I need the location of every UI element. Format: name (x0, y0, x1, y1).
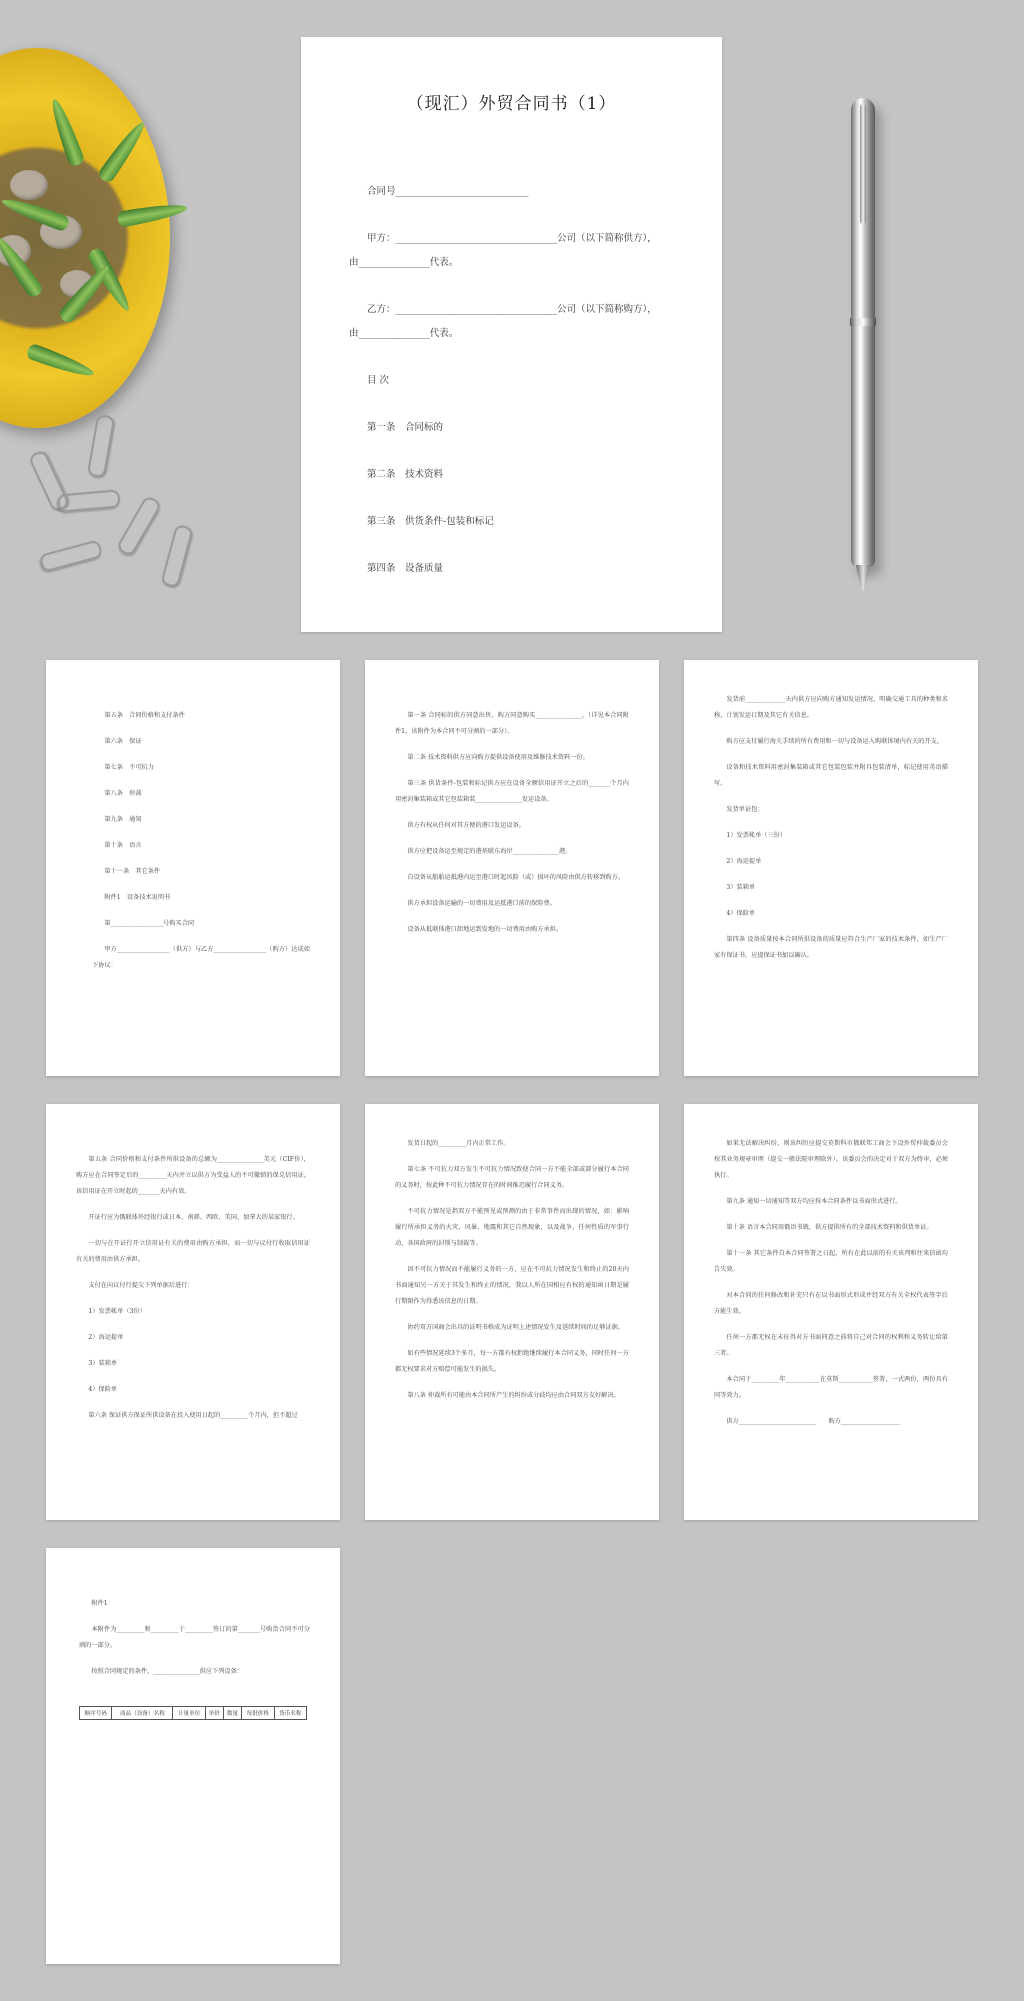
paragraph: 4）保险单 (726, 910, 756, 917)
paragraph: 1）发票帐单（三份） (726, 832, 787, 839)
paragraph: 设备和技术资料用密封集装箱或其它包装包装并附具包装清单，标记使用英语描写。 (714, 764, 948, 787)
paragraph: 附件1 (91, 1600, 108, 1607)
document-page-7 (684, 1104, 978, 1520)
paragraph: 附件1 设备技术说明书 (104, 894, 171, 901)
paragraph: 发货日起的_________月内正常工作。 (407, 1140, 510, 1147)
paragraph: 第十一条 其它条件自本合同签署之日起，所有在此以前的有关该判和往来信函均告失效。 (714, 1250, 948, 1273)
paragraph: 本附件为_________和_________于_________签订的第_______号购货合同不可分割的一部分。 (79, 1626, 310, 1649)
document-page-2 (46, 660, 340, 1076)
table-header-cell: 单价 (205, 1707, 223, 1720)
cover-page (301, 37, 722, 632)
paragraph: 发货前_____________天内供方应向购方通知发运情况，明确交通工具的种类和名称，计划发运日期及其它有关信息。 (714, 696, 948, 719)
page-text (76, 1152, 310, 1434)
stone (10, 170, 48, 200)
paperclip-icon (87, 414, 115, 478)
document-page-6 (365, 1104, 659, 1520)
paragraph: 第七条 不可抗力双方发生不可抗力情况致使合同一方不能全部或部分履行本合同的义务时，按此种不可抗力情况存在的时间推迟履行合同义务。 (395, 1166, 629, 1189)
paragraph: 第七条 不可抗力 (104, 764, 154, 771)
paragraph: 自设备从船舶运抵港内运至港口时起风险（或）损坏的风险由供方转移到购方。 (407, 874, 624, 881)
paragraph: 对本合同的任何修改和补充只有在以书面形式形成并经双方有关全权代表签字后方能生效。 (714, 1292, 948, 1315)
toc-item: 第二条 技术资料 (367, 469, 444, 480)
paragraph: 供方承担设备运输的一切费用及运抵港口前的保险费。 (407, 900, 556, 907)
paperclip-icon (160, 524, 193, 589)
paragraph: 第十一条 其它条件 (104, 868, 161, 875)
paragraph: 供方_________________________ 购方___________________ (726, 1418, 900, 1425)
party-a-rep-line: 由_______________代表。 (349, 257, 459, 268)
table-header-cell: 数量 (223, 1707, 241, 1720)
paragraph: 一切与在开证行开立信用证有关的费用由购方承担，而一切与议付行收取信用证有关的费用由供方承担。 (76, 1240, 310, 1263)
paragraph: 第_________________号购买合同 (104, 920, 195, 927)
paragraph: 第八条 仲裁所有可能由本合同所产生的纠纷或分歧均应由合同双方友好解决。 (407, 1392, 620, 1399)
paperclip-icon (57, 489, 120, 512)
table-header-row (80, 1707, 307, 1720)
paragraph: 供方应把设备运至规定的港基联东海岸_______________港。 (407, 848, 572, 855)
pen-tip (856, 565, 870, 591)
paragraph: 开证行应为俄联体外经银行或日本、南韩、西欧、美国、加拿大的某家银行。 (88, 1214, 299, 1221)
toc-item: 第四条 设备质量 (367, 563, 444, 574)
paragraph: 不可抗力情况是指双方不能预见或预测的由于非常事件而出现的情况，如：影响履行所承担义务的火灾、风暴、地震和其它自然现象，以及战争，任何性质的军事行动，各国政府的封锁与制裁等。 (395, 1208, 629, 1247)
paragraph: 第六条 保证供方保证所供设备在投入使用日起的_________个月内，但不超过 (88, 1412, 298, 1419)
paragraph: 按照合同规定的条件，_______________供应下列设备： (91, 1668, 243, 1675)
paragraph: 第一条 合同标的供方同意出售，购方同意购买_______________，（详见本合同附件1，该附件为本合同不可分割的一部分）。 (395, 712, 629, 735)
paragraph: 支付在向议付行提交下列单据后进行： (88, 1282, 194, 1289)
party-b-rep-line: 由_______________代表。 (349, 328, 459, 339)
document-title: （现汇）外贸合同书（1） (406, 94, 617, 114)
paragraph: 购方应支付履行海关手续的所有费用和一切与设备运入购联体境内有关的开支。 (726, 738, 943, 745)
paragraph: 如果无法解决纠纷，则该纠纷应提交莫斯科市俄联邦工商会下设外贸仲裁委员会按其业务规章审理（提交一般法院审理除外）。该委员会的决定对于双方为终审，必须执行。 (714, 1140, 948, 1179)
paragraph: 第十条 语言 (104, 842, 142, 849)
paragraph: 第二条 技术资料供方应向购方提供设备使用及维修技术资料一份。 (407, 754, 589, 761)
paragraph: 协约双方国商会出具的证明书格成为证明上述情况发生及延续时间的足够证据。 (407, 1324, 624, 1331)
paragraph: 第六条 保证 (104, 738, 142, 745)
contract-number-line: 合同号____________________________ (367, 186, 529, 197)
table-header-cell: 顺序号码 (80, 1707, 112, 1720)
table-header-cell: 每批价格 (242, 1707, 274, 1720)
paragraph: 第八条 仲裁 (104, 790, 142, 797)
paragraph: 本合同于_________年___________在莫斯___________签署，一式两份，两份具有同等效力。 (714, 1376, 948, 1399)
pen-clip (860, 104, 866, 224)
table-header-cell: 计量单位 (173, 1707, 205, 1720)
paragraph: 甲方_________________（供方）与乙方_________________（购方）达成如下协议： (92, 946, 310, 969)
pen-band (850, 318, 876, 326)
equipment-table (79, 1706, 307, 1720)
paragraph: 如有些情况延续3个多月，每一方都有权拒绝继续履行本合同义务，同时任何一方都无权要求对方赔偿可能发生的损失。 (395, 1350, 629, 1373)
page-text (714, 1136, 948, 1440)
page-text (714, 692, 948, 974)
page-text (395, 1136, 629, 1414)
table-header-cell: 商品（设备）名称 (112, 1707, 173, 1720)
paragraph: 第五条 合同价格和支付条件 (104, 712, 185, 719)
paragraph: 因不可抗力情况而不能履行义务的一方，应在不可抗力情况发生和终止的20天内书面通知另一方关于其发生和终止的情况，我以人所在国相应有权的通知函日期是履行期限作为得悉该信息的日期。 (395, 1266, 629, 1305)
paragraph: 2）海运提单 (726, 858, 762, 865)
document-page-3 (365, 660, 659, 1076)
paragraph: 第十条 语言本合同用俄语书就，供方提供所有的全部技术资料和供货单证。 (726, 1224, 933, 1231)
document-page-4 (684, 660, 978, 1076)
paragraph: 第四条 设备质量按本合同所供设备的质量应符合生产厂家的技术条件，如生产厂家有保证书，应提保证书加以确认。 (714, 936, 948, 959)
party-a-line: 甲方：__________________________________公司（以下简称供方）， (367, 233, 657, 244)
party-b-line: 乙方：__________________________________公司（以下简称购方）， (367, 304, 657, 315)
paragraph: 第五条 合同价格和支付条件所供设备的总额为_______________美元（CIF价），购方应在合同签定后的_________天内并立以供方为受益人的不可撤销的保兑信用证。该信用证在开立时起的_______天内有效。 (76, 1156, 310, 1195)
paragraph: 发货单证包： (726, 806, 764, 813)
document-page-8 (46, 1548, 340, 1964)
page-text (395, 708, 629, 948)
paragraph: 第九条 通知一切通知等双方均应按本合同条件以书面形式进行。 (726, 1198, 902, 1205)
paperclip-icon (116, 495, 163, 558)
paragraph: 任何一方都无权在未征得对方书面同意之前将自己对合同的权利和义务转让给第三者。 (714, 1334, 948, 1357)
toc-item: 第三条 供货条件-包装和标记 (367, 516, 494, 527)
paragraph: 4）保险单 (88, 1386, 118, 1393)
paragraph: 供方有权从任何对其方便的港口发运设备。 (407, 822, 525, 829)
paragraph: 3）装箱单 (88, 1360, 118, 1367)
document-page-5 (46, 1104, 340, 1520)
paragraph: 2）海运提单 (88, 1334, 124, 1341)
paragraph: 第三条 供货条件-包装和标记供方应在设备全额信用证开立之后的_______个月内用密封集装箱或其它包装箱装_______________发运设备。 (395, 780, 629, 803)
page-text (79, 1596, 310, 1690)
paragraph: 第九条 通知 (104, 816, 142, 823)
page-text (92, 708, 310, 984)
toc-heading: 目 次 (367, 375, 390, 386)
paperclip-icon (39, 539, 104, 572)
paragraph: 1）发票帐单（3份） (88, 1308, 146, 1315)
toc-item: 第一条 合同标的 (367, 422, 444, 433)
paragraph: 3）装箱单 (726, 884, 756, 891)
paragraph: 设备从抵联体港口卸地运到发地的一切费用由购方承担。 (407, 926, 563, 933)
table-header-cell: 货币名称 (274, 1707, 306, 1720)
